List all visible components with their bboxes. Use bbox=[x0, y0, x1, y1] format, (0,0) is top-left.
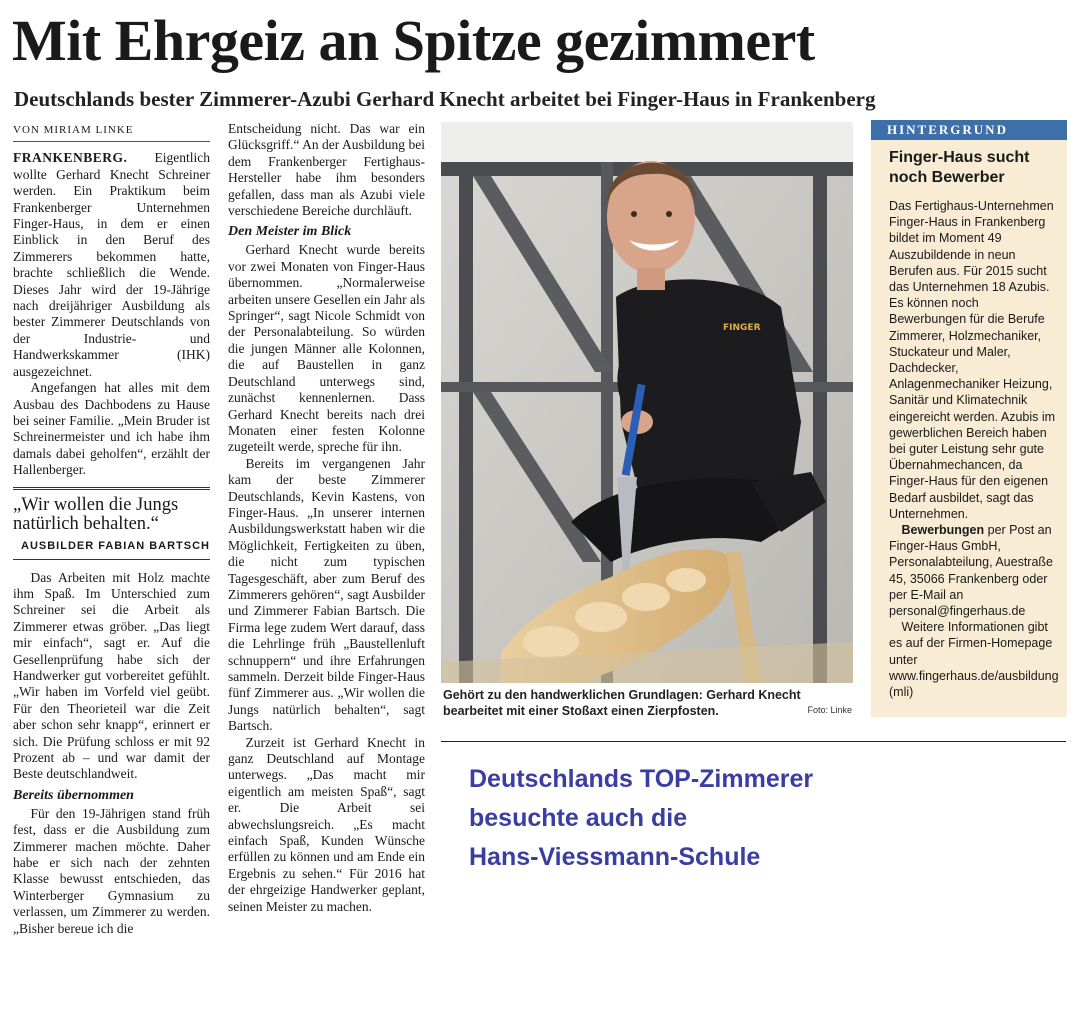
annotation-line: Hans-Viessmann-Schule bbox=[469, 843, 761, 871]
annotation-line: besuchte auch die bbox=[469, 804, 688, 832]
pull-quote-attribution: AUSBILDER FABIAN BARTSCH bbox=[21, 539, 210, 552]
divider bbox=[441, 741, 1066, 742]
annotation-note bbox=[469, 760, 1029, 877]
sidebar-paragraph bbox=[889, 522, 1059, 619]
sidebar-paragraph: Weitere Informationen gibt es auf der Firmen-Homepage unter www.fingerhaus.de/ausbildung (mli) bbox=[889, 620, 1059, 700]
sidebar-label: Bewerbungen bbox=[901, 523, 985, 538]
annotation-line: Deutschlands TOP-Zimmerer bbox=[469, 765, 814, 793]
sidebar-contact-text: per Post an Finger-Haus GmbH, Personalabteilung, Auestraße 45, 35066 Frankenberg oder per E-Mail an personal@fingerhaus.de bbox=[889, 523, 1053, 619]
paragraph: Das Arbeiten mit Holz machte ihm Spaß. Im Unterschied zum Schreiner sei die Arbeit als Zimmerer etwas gröber. „Das liegt mir einfach“, sagt er. Auf die Gesellenprüfung habe sich der Handwerker gut vorbereitet gefühlt. „Wir haben im Vorfeld viel geübt. Für den Theorieteil war die Zeit aber schon sehr knapp“, erinnert er sich. Die Prüfung schloss er mit 92 Prozent ab – und war damit der Beste deutschlandweit. bbox=[13, 569, 210, 782]
section-subhead: Bereits übernommen bbox=[13, 787, 134, 803]
article-column-2 bbox=[228, 121, 425, 915]
sidebar-paragraph: Das Fertighaus-Unternehmen Finger-Haus in Frankenberg bildet im Moment 49 Auszubildende in neun Berufen aus. Für 2015 sucht das Unternehmen 18 Azubis. Es können noch Bewerbungen für die Berufe Zimmerer, Holzmechaniker, Stuckateur und Maler, Dachdecker, Anlagenmechaniker Heizung, Sanitär und Klimatechnik eingereicht werden. Azubis im gewerblichen Bereich haben bei guter Leistung sehr gute Übernahmechancen, da Finger-Haus für den eigenen Bedarf ausbildet, sagt das Unternehmen. bbox=[889, 199, 1056, 521]
headline: Mit Ehrgeiz an Spitze gezimmert bbox=[12, 8, 815, 73]
section-subhead: Den Meister im Blick bbox=[228, 224, 352, 240]
article-photo bbox=[441, 122, 853, 683]
paragraph-text: Eigentlich wollte Gerhard Knecht Schreiner werden. Ein Praktikum beim Frankenberger Unternehmen Finger-Haus, in dem er einen Einblick in den Beruf des Zimmerers bekommen hatte, brachte schließlich die Wende. Dieses Jahr wird der 19-Jährige nach dreijähriger Ausbildung als bester Zimmerer Deutschlands von der Industrie- und Handwerkskammer (IHK) ausgezeichnet. bbox=[13, 150, 210, 379]
sidebar-body bbox=[889, 198, 1059, 700]
paragraph: Zurzeit ist Gerhard Knecht in ganz Deutschland auf Montage unterwegs. „Das macht mir eigentlich am meisten Spaß“, sagt er. Die Arbeit sei abwechslungsreich. „Es macht einfach Spaß, Kunden Wünsche erfüllen zu können und am Ende ein Ergebnis zu sehen.“ Für 2016 hat der ehrgeizige Handwerker geplant, seinen Meister zu machen. bbox=[228, 734, 425, 914]
shirt-logo: FINGER bbox=[723, 323, 761, 333]
dateline: FRANKENBERG. bbox=[13, 150, 128, 166]
carpenter-photo-illustration bbox=[441, 122, 853, 683]
background-sidebar bbox=[871, 120, 1067, 717]
pull-quote bbox=[13, 487, 210, 560]
paragraph: Gerhard Knecht wurde bereits vor zwei Monaten von Finger-Haus übernommen. „Normalerweise arbeiten unsere Gesellen ein Jahr als Springer“, sagt Nicole Schmidt von der Personalabteilung. So würden die jungen Männer alle Kolonnen, die auf Baustellen in ganz Deutschland unterwegs sind, zunächst kennenlernen. Dass Gerhard Knecht bereits nach drei Monaten einer festen Kolonne zugeteilt werde, spreche für ihn. bbox=[228, 242, 425, 455]
article-column-1 bbox=[13, 122, 210, 937]
paragraph: Für den 19-Jährigen stand früh fest, dass er die Ausbildung zum Zimmerer machen möchte. Daher habe er sich nach der zehnten Klasse bewusst entschieden, das Winterberger Gymnasium zu verlassen, um Zimmerer zu werden. „Bisher bereue ich die bbox=[13, 805, 210, 936]
paragraph: Entscheidung nicht. Das war ein Glücksgriff.“ An der Ausbildung bei dem Frankenberger Fertighaus-Hersteller habe ihm besonders gefallen, dass man als Azubi viele verschiedene Bereiche durchläuft. bbox=[228, 121, 425, 219]
photo-caption: Gehört zu den handwerklichen Grundlagen: Gerhard Knecht bearbeitet mit einer Stoßaxt einen Zierpfosten. bbox=[443, 688, 801, 718]
paragraph: Angefangen hat alles mit dem Ausbau des Dachbodens zu Hause bei seiner Familie. „Mein Bruder ist Schreinermeister und ich habe ihm damals dabei geholfen“, erzählt der Hallenberger. bbox=[13, 380, 210, 478]
paragraph: Bereits im vergangenen Jahr kam der beste Zimmerer Deutschlands, Kevin Kastens, von Finger-Haus. „In unserer internen Ausbildungswerkstatt haben wir die Möglichkeit, Fertigkeiten zu üben, die nicht zum typischen Tagesgeschäft, aber zum Beruf des Zimmerers gehören“, sagt Ausbilder und Zimmerer Fabian Bartsch. Die Firma lege zudem Wert darauf, dass die Lehrlinge früh „Baustellenluft schnuppern“ und ihre Erfahrungen sammeln. Derzeit bilde Finger-Haus fünf Zimmerer aus. „Wir wollen die Jungs natürlich behalten“, sagt Bartsch. bbox=[228, 455, 425, 734]
photo-credit: Foto: Linke bbox=[807, 705, 852, 715]
paragraph bbox=[13, 150, 210, 380]
sidebar-title: Finger-Haus sucht noch Bewerber bbox=[889, 149, 1030, 186]
byline: VON MIRIAM LINKE bbox=[13, 122, 210, 142]
sidebar-tag: HINTERGRUND bbox=[871, 120, 1067, 140]
pull-quote-text: „Wir wollen die Jungs natürlich behalten.“ bbox=[13, 494, 179, 534]
subheadline: Deutschlands bester Zimmerer-Azubi Gerhard Knecht arbeitet bei Finger-Haus in Frankenberg bbox=[14, 87, 876, 111]
